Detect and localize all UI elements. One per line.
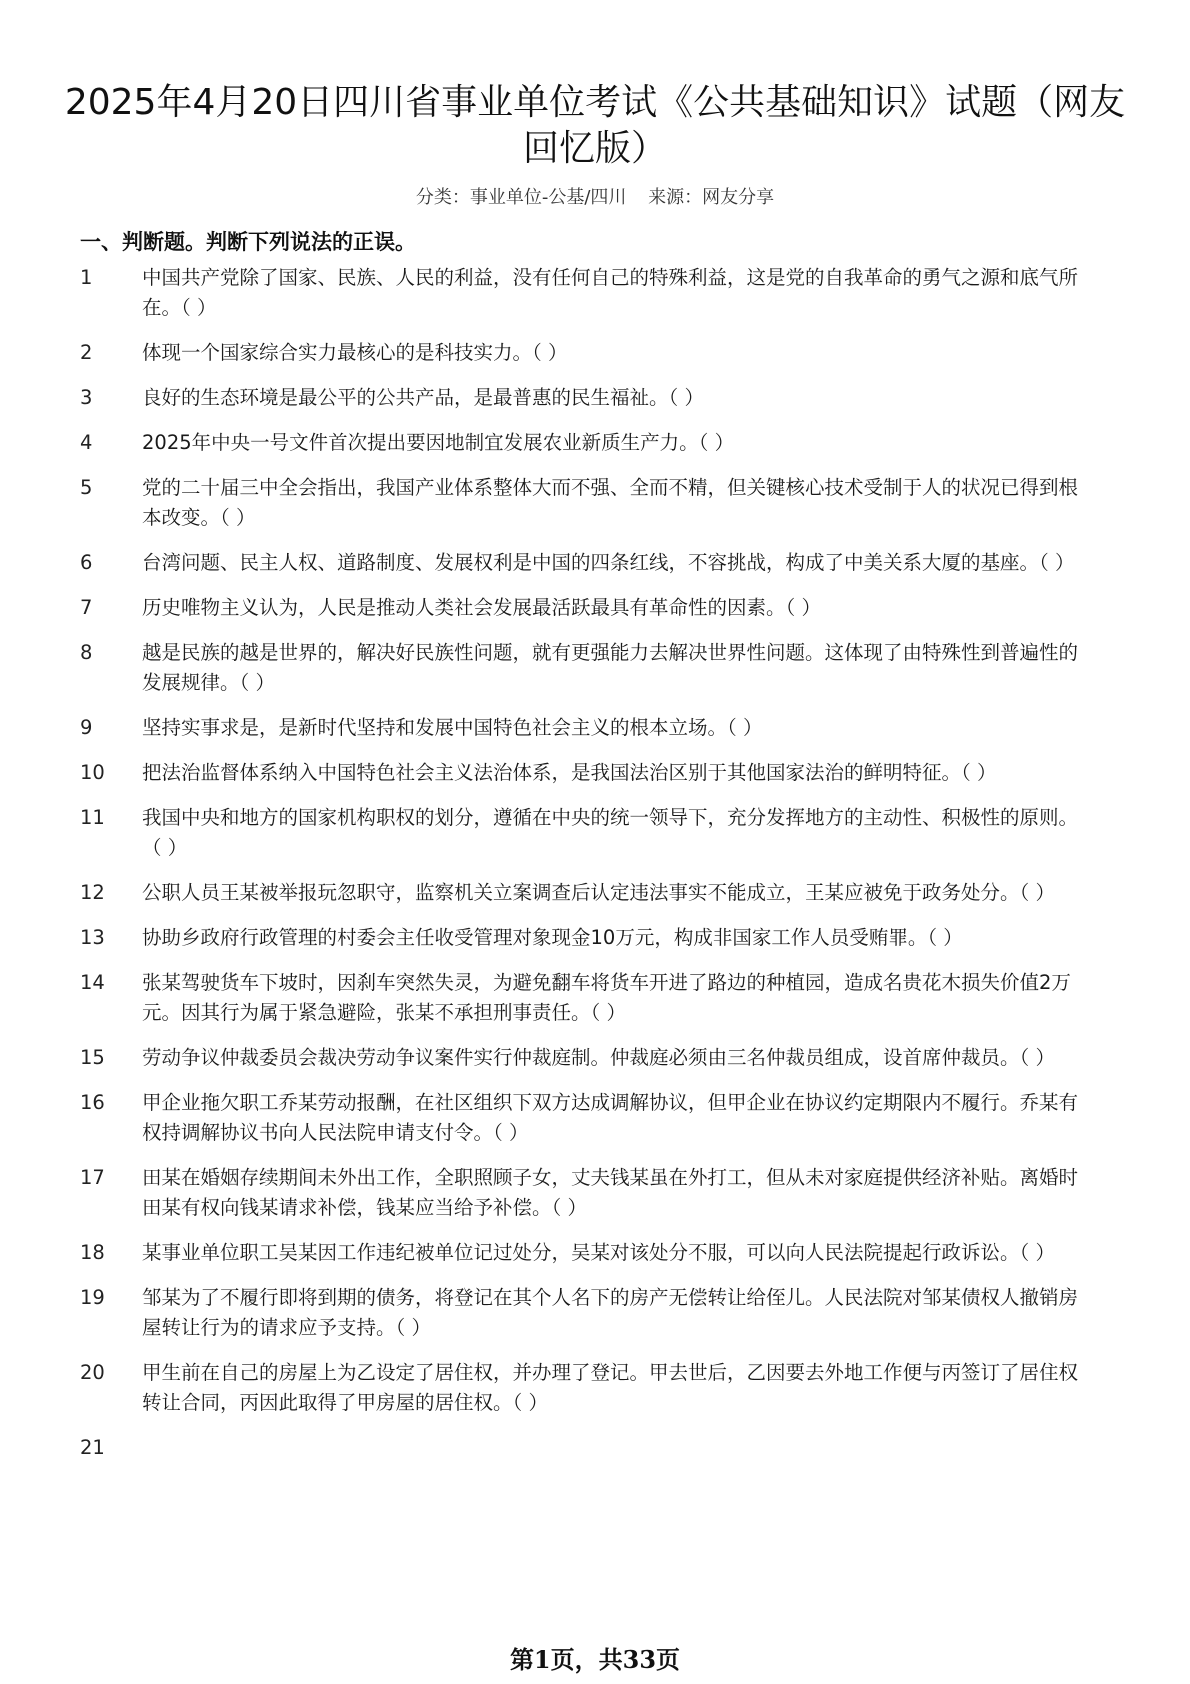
section-heading: 一、判断题。判断下列说法的正误。 [80, 230, 416, 254]
source-label: 来源：网友分享 [648, 187, 775, 208]
question-text: 公职人员王某被举报玩忽职守，监察机关立案调查后认定违法事实不能成立，王某应被免于政务处分。（ ） [142, 881, 1055, 904]
question-number: 10 [80, 761, 105, 784]
question-number: 17 [80, 1166, 105, 1189]
question-item [80, 473, 1080, 533]
question-text: 体现一个国家综合实力最核心的是科技实力。（ ） [142, 341, 568, 364]
question-text: 把法治监督体系纳入中国特色社会主义法治体系，是我国法治区别于其他国家法治的鲜明特征。（ ） [142, 761, 997, 784]
document-title: 2025年4月20日四川省事业单位考试《公共基础知识》试题（网友回忆版） [64, 82, 1126, 169]
question-item [80, 923, 1080, 953]
question-text: 邹某为了不履行即将到期的债务，将登记在其个人名下的房产无偿转让给侄儿。人民法院对邹某债权人撤销房屋转让行为的请求应予支持。（ ） [142, 1286, 1079, 1339]
question-text: 党的二十届三中全会指出，我国产业体系整体大而不强、全而不精，但关键核心技术受制于人的状况已得到根本改变。（ ） [142, 476, 1079, 529]
question-number: 21 [80, 1436, 105, 1459]
question-item [80, 593, 1080, 623]
question-text: 台湾问题、民主人权、道路制度、发展权利是中国的四条红线，不容挑战，构成了中美关系大厦的基座。（ ） [142, 551, 1075, 574]
question-text: 甲生前在自己的房屋上为乙设定了居住权，并办理了登记。甲去世后，乙因要去外地工作便与丙签订了居住权转让合同，丙因此取得了甲房屋的居住权。（ ） [142, 1361, 1079, 1414]
question-text: 劳动争议仲裁委员会裁决劳动争议案件实行仲裁庭制。仲裁庭必须由三名仲裁员组成，设首席仲裁员。（ ） [142, 1046, 1055, 1069]
question-text: 某事业单位职工吴某因工作违纪被单位记过处分，吴某对该处分不服，可以向人民法院提起行政诉讼。（ ） [142, 1241, 1055, 1264]
question-number: 18 [80, 1241, 105, 1264]
question-number: 19 [80, 1286, 105, 1309]
question-number: 7 [80, 596, 93, 619]
question-item [80, 803, 1080, 863]
document-meta [0, 183, 1190, 209]
question-number: 13 [80, 926, 105, 949]
question-number: 14 [80, 971, 105, 994]
question-item [80, 383, 1080, 413]
question-item [80, 263, 1080, 323]
category-label: 分类：事业单位-公基/四川 [415, 187, 627, 208]
question-number: 4 [80, 431, 93, 454]
question-number: 20 [80, 1361, 105, 1384]
question-item [80, 1358, 1080, 1418]
question-item [80, 638, 1080, 698]
question-text: 坚持实事求是，是新时代坚持和发展中国特色社会主义的根本立场。（ ） [142, 716, 763, 739]
question-number: 6 [80, 551, 93, 574]
question-item [80, 1163, 1080, 1223]
question-text: 协助乡政府行政管理的村委会主任收受管理对象现金10万元，构成非国家工作人员受贿罪。（ ） [142, 926, 963, 949]
question-text: 2025年中央一号文件首次提出要因地制宜发展农业新质生产力。（ ） [142, 431, 735, 454]
question-number: 16 [80, 1091, 105, 1114]
question-item [80, 1043, 1080, 1073]
question-item [80, 878, 1080, 908]
question-number: 12 [80, 881, 105, 904]
question-text: 历史唯物主义认为，人民是推动人类社会发展最活跃最具有革命性的因素。（ ） [142, 596, 821, 619]
question-number: 8 [80, 641, 93, 664]
question-list [80, 263, 1080, 1478]
question-text: 田某在婚姻存续期间未外出工作，全职照顾子女，丈夫钱某虽在外打工，但从未对家庭提供经济补贴。离婚时田某有权向钱某请求补偿，钱某应当给予补偿。（ ） [142, 1166, 1079, 1219]
question-item [80, 548, 1080, 578]
question-item [80, 428, 1080, 458]
question-text: 良好的生态环境是最公平的公共产品，是最普惠的民生福祉。（ ） [142, 386, 704, 409]
question-item [80, 713, 1080, 743]
question-number: 9 [80, 716, 93, 739]
question-number: 15 [80, 1046, 105, 1069]
question-item [80, 1283, 1080, 1343]
question-text: 甲企业拖欠职工乔某劳动报酬，在社区组织下双方达成调解协议，但甲企业在协议约定期限内不履行。乔某有权持调解协议书向人民法院申请支付令。（ ） [142, 1091, 1079, 1144]
question-number: 3 [80, 386, 93, 409]
question-number: 5 [80, 476, 93, 499]
question-number: 11 [80, 806, 105, 829]
question-item [80, 968, 1080, 1028]
question-text: 我国中央和地方的国家机构职权的划分，遵循在中央的统一领导下，充分发挥地方的主动性、积极性的原则。（ ） [142, 806, 1079, 859]
question-number: 1 [80, 266, 93, 289]
question-item [80, 1088, 1080, 1148]
question-text: 越是民族的越是世界的，解决好民族性问题，就有更强能力去解决世界性问题。这体现了由特殊性到普遍性的发展规律。（ ） [142, 641, 1079, 694]
question-text: 中国共产党除了国家、民族、人民的利益，没有任何自己的特殊利益，这是党的自我革命的勇气之源和底气所在。（ ） [142, 266, 1079, 319]
question-number: 2 [80, 341, 93, 364]
question-item [80, 338, 1080, 368]
question-item [80, 1433, 1080, 1463]
page-footer: 第1页，共33页 [509, 1645, 681, 1674]
question-text: 张某驾驶货车下坡时，因刹车突然失灵，为避免翻车将货车开进了路边的种植园，造成名贵花木损失价值2万元。因其行为属于紧急避险，张某不承担刑事责任。（ ） [142, 971, 1071, 1024]
question-item [80, 758, 1080, 788]
question-item [80, 1238, 1080, 1268]
